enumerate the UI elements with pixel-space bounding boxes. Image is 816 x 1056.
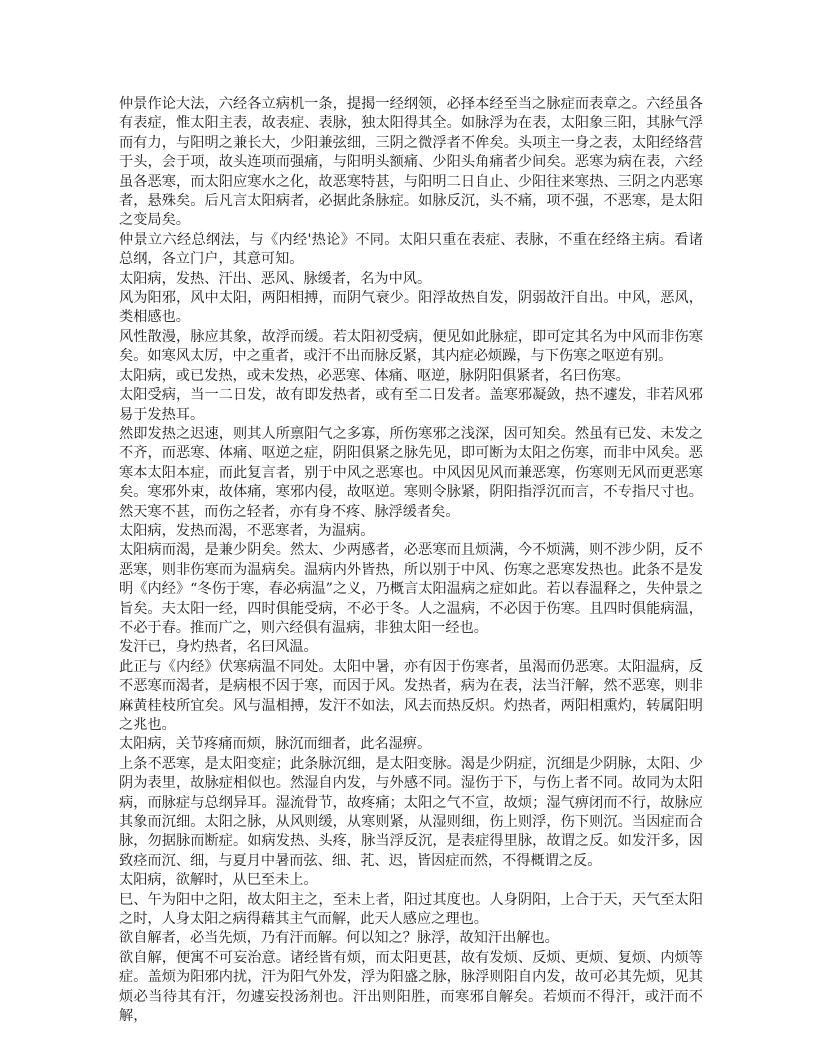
paragraph: 风为阳邪，风中太阳，两阳相搏，而阴气衰少。阳浮故热自发，阴弱故汗自出。中风，恶风，类相感也。 bbox=[119, 290, 703, 326]
paragraph: 太阳病而渴，是兼少阴矣。然太、少两感者，必恶寒而且烦满，今不烦满，则不涉少阴，反不恶寒，则非伤寒而为温病矣。温病内外皆热，所以别于中风、伤寒之恶寒发热也。此条不是发明《内经》“冬伤于寒，春必病温”之义，乃概言太阳温病之症如此。若以春温释之，失仲景之旨矣。夫太阳一经，四时俱能受病，不必于冬。人之温病，不必因于伤寒。且四时俱能病温，不必于春。推而广之，则六经俱有温病，非独太阳一经也。 bbox=[119, 542, 703, 636]
paragraph: 仲景作论大法，六经各立病机一条，提揭一经纲领，必择本经至当之脉症而表章之。六经虽各有表症，惟太阳主表，故表症、表脉，独太阳得其全。如脉浮为在表，太阳象三阳，其脉气浮而有力，与阳明之兼长大，少阳兼弦细，三阴之微浮者不侔矣。头项主一身之表，太阳经络营于头，会于项，故头连项而强痛，与阳明头额痛、少阳头角痛者少间矣。恶寒为病在表，六经虽各恶寒，而太阳应寒水之化，故恶寒特甚，与阳明二日自止、少阳往来寒热、三阴之内恶寒者，悬殊矣。后凡言太阳病者，必据此条脉症。如脉反沉，头不痛，项不强，不恶寒，是太阳之变局矣。 bbox=[119, 96, 703, 229]
paragraph: 太阳病，或已发热，或未发热，必恶寒、体痛、呕逆，脉阴阳俱紧者，名曰伤寒。 bbox=[119, 367, 630, 384]
paragraph: 发汗已，身灼热者，名曰风温。 bbox=[119, 639, 318, 656]
paragraph: 此正与《内经》伏寒病温不同处。太阳中暑，亦有因于伤寒者，虽渴而仍恶寒。太阳温病，反不恶寒而渴者，是病根不因于寒，而因于风。发热者，病为在表，法当汗解，然不恶寒，则非麻黄桂枝所宜矣。风与温相搏，发汗不如法，风去而热反炽。灼热者，两阳相熏灼，转属阳明之兆也。 bbox=[119, 658, 703, 733]
paragraph: 欲自解者，必当先烦，乃有汗而解。何以知之？脉浮，故知汗出解也。 bbox=[119, 930, 559, 947]
paragraph: 太阳病，发热、汗出、恶风、脉缓者，名为中风。 bbox=[119, 270, 432, 287]
paragraph: 巳、午为阳中之阳，故太阳主之，至未上者，阳过其度也。人身阴阳，上合于天，天气至太阳之时，人身太阳之病得藉其主气而解，此天人感应之理也。 bbox=[119, 891, 703, 928]
paragraph: 欲自解，便寓不可妄治意。诸经皆有烦，而太阳更甚，故有发烦、反烦、更烦、复烦、内烦等症。盖烦为阳邪内扰，汗为阳气外发，浮为阳盛之脉，脉浮则阳自内发，故可必其先烦，见其烦必当待其有汗，勿遽妄投汤剂也。汗出则阳胜，而寒邪自解矣。若烦而不得汗，或汗而不解， bbox=[119, 949, 703, 1025]
paragraph: 然即发热之迟速，则其人所禀阳气之多寡，所伤寒邪之浅深，因可知矣。然虽有已发、未发之不齐，而恶寒、体痛、呕逆之症，阴阳俱紧之脉先见，即可断为太阳之伤寒，而非中风矣。恶寒本太阳本症，而此复言者，别于中风之恶寒也。中风因见风而兼恶寒，伤寒则无风而更恶寒矣。寒邪外束，故体痛，寒邪内侵，故呕逆。寒则令脉紧，阴阳指浮沉而言，不专指尺寸也。然天寒不甚，而伤之轻者，亦有身不疼、脉浮缓者矣。 bbox=[119, 425, 703, 520]
paragraph: 太阳病，欲解时，从巳至未上。 bbox=[119, 872, 318, 889]
document-body bbox=[119, 95, 703, 1027]
paragraph: 仲景立六经总纲法，与《内经'热论》不同。太阳只重在表症、表脉，不重在经络主病。看诸总纲，各立门户，其意可知。 bbox=[119, 231, 703, 268]
paragraph: 上条不恶寒，是太阳变症；此条脉沉细，是太阳变脉。渴是少阴症，沉细是少阴脉，太阳、少阴为表里，故脉症相似也。然湿自内发，与外感不同。湿伤于下，与伤上者不同。故同为太阳病，而脉症与总纲异耳。湿流骨节，故疼痛；太阳之气不宣，故烦；湿气痹闭而不行，故脉应其象而沉细。太阳之脉，从风则缓，从寒则紧，从湿则细，伤上则浮，伤下则沉。当因症而合脉，勿据脉而断症。如病发热、头疼，脉当浮反沉，是表症得里脉，故谓之反。如发汗多，因致痉而沉、细，与夏月中暑而弦、细、芤、迟，皆因症而然，不得概谓之反。 bbox=[119, 755, 703, 869]
paragraph: 风性散漫，脉应其象，故浮而缓。若太阳初受病，便见如此脉症，即可定其名为中风而非伤寒矣。如寒风太厉，中之重者，或汗不出而脉反紧，其内症必烦躁，与下伤寒之呕逆有别。 bbox=[119, 328, 703, 365]
paragraph: 太阳病，发热而渴，不恶寒者，为温病。 bbox=[119, 522, 375, 539]
paragraph: 太阳病，关节疼痛而烦，脉沉而细者，此名湿痹。 bbox=[119, 736, 432, 753]
paragraph: 太阳受病，当一二日发，故有即发热者，或有至二日发者。盖寒邪凝敛，热不遽发，非若风邪易于发热耳。 bbox=[119, 387, 703, 423]
